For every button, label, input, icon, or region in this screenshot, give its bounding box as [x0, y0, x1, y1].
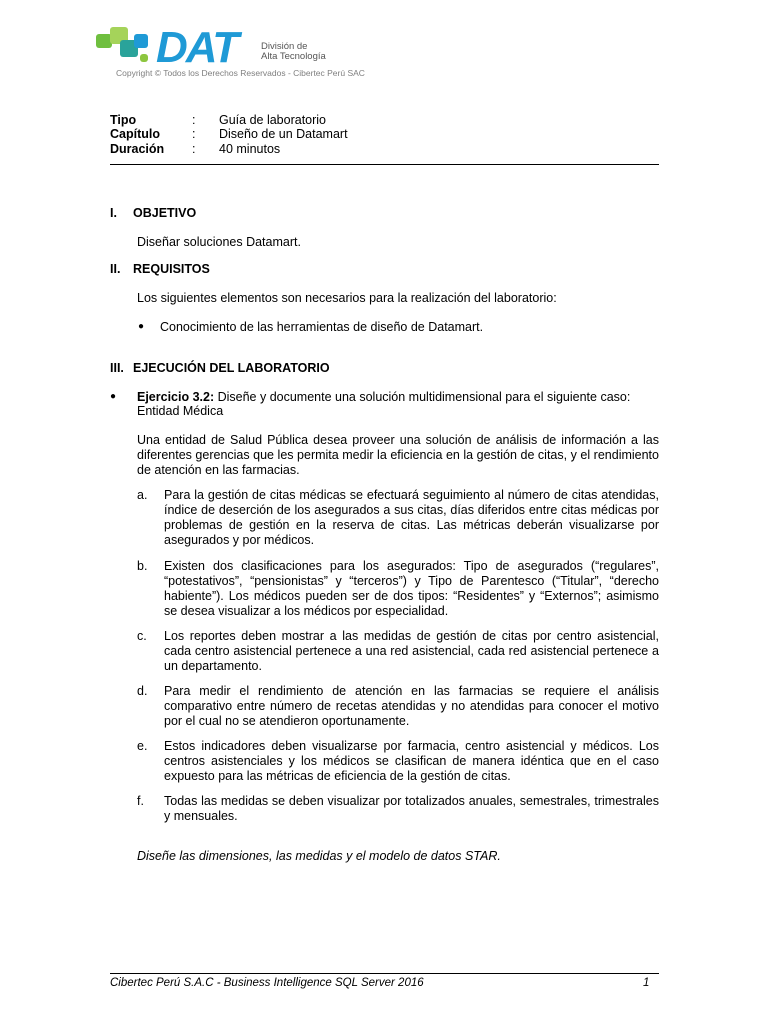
list-item-text: Para medir el rendimiento de atención en las farmacias se requiere el análisis comparativo entre número de recetas atendidas y no atendidas para conocer el motivo por el cual no se atendieron oportunamente. — [164, 684, 659, 728]
page-number: 1 — [643, 977, 650, 989]
list-item-text: Todas las medidas se deben visualizar por totalizados anuales, semestrales, trimestrales y mensuales. — [164, 794, 659, 823]
list-item-label: d. — [137, 684, 148, 698]
logo-text: DAT — [156, 23, 238, 72]
section-title: OBJETIVO — [133, 206, 197, 220]
meta-value: 40 minutos — [219, 142, 281, 156]
list-item-text: Para la gestión de citas médicas se efectuará seguimiento al número de citas atendidas, índice de deserción de los asegurados a sus citas, días diferidos entre citas médicas por problemas de gestión en la reserva de citas. Las métricas deberán visualizarse por asegurados y por médicos. — [164, 488, 659, 547]
exercise-label: Ejercicio 3.2: — [137, 390, 215, 404]
list-item-label: a. — [137, 488, 148, 502]
meta-key: Tipo — [110, 113, 137, 127]
logo-subtitle-line2: Alta Tecnología — [261, 51, 326, 62]
list-item-text: Estos indicadores deben visualizarse por farmacia, centro asistencial y médicos. Los centros asistenciales y los médicos se clasifican de manera idéntica que en el caso expuesto para las métricas de eficiencia de la gestión de citas. — [164, 739, 659, 783]
meta-value: Guía de laboratorio — [219, 113, 327, 127]
section-heading-objetivo — [110, 206, 196, 220]
footer-text: Cibertec Perú S.A.C - Business Intelligence SQL Server 2016 — [110, 977, 424, 989]
list-item-text: Los reportes deben mostrar a las medidas de gestión de citas por centro asistencial, cada centro asistencial pertenece a una red asistencial, cada red asistencial pertenece a un departamento. — [164, 629, 659, 673]
meta-key: Duración — [110, 142, 165, 156]
meta-value: Diseño de un Datamart — [219, 127, 348, 141]
header-divider — [110, 164, 659, 165]
objetivo-text: Diseñar soluciones Datamart. — [137, 235, 301, 249]
logo-square-blue — [134, 34, 148, 48]
footer-divider — [110, 973, 659, 974]
section-number: III. — [110, 361, 124, 375]
requisitos-intro: Los siguientes elementos son necesarios para la realización del laboratorio: — [137, 291, 557, 305]
section-heading-requisitos — [110, 262, 210, 276]
meta-sep: : — [192, 127, 196, 141]
logo-square-small — [140, 54, 148, 62]
meta-sep: : — [192, 113, 196, 127]
exercise-line1 — [137, 390, 659, 405]
exercise-paragraph: Una entidad de Salud Pública desea proveer una solución de análisis de información a las diferentes gerencias que les permita medir la eficiencia en la gestión de citas, y el rendimiento de atención en las farmacias. — [137, 433, 659, 477]
list-item-label: e. — [137, 739, 148, 753]
copyright-text: Copyright © Todos los Derechos Reservados - Cibertec Perú SAC — [116, 68, 365, 78]
list-item-label: b. — [137, 559, 148, 573]
exercise-line1-text: Diseñe y documente una solución multidimensional para el siguiente caso: — [214, 390, 631, 404]
exercise-line2: Entidad Médica — [137, 404, 224, 418]
logo-subtitle-line1: División de — [261, 41, 308, 52]
section-number: II. — [110, 262, 121, 276]
section-heading-ejecucion — [110, 361, 330, 375]
list-item-text: Existen dos clasificaciones para los asegurados: Tipo de asegurados (“regulares”, “potestativos”, “pensionistas” y “terceros”) y Tipo de Parentesco (“Titular”, “derecho habiente”). Los médicos pueden ser de dos tipos: “Residentes” y “Externos”; asimismo se desea visualizar a los médicos por especialidad. — [164, 559, 659, 618]
list-item-label: f. — [137, 794, 144, 808]
section-title: EJECUCIÓN DEL LABORATORIO — [133, 361, 330, 375]
requisitos-bullet-text: Conocimiento de las herramientas de diseño de Datamart. — [160, 320, 484, 334]
bullet-icon: ● — [110, 391, 117, 402]
section-title: REQUISITOS — [133, 262, 210, 276]
meta-sep: : — [192, 142, 196, 156]
section-number: I. — [110, 206, 117, 220]
closing-instruction: Diseñe las dimensiones, las medidas y el modelo de datos STAR. — [137, 849, 501, 863]
logo-subtitle — [261, 42, 326, 62]
meta-key: Capítulo — [110, 127, 160, 141]
bullet-icon: ● — [138, 321, 145, 332]
list-item-label: c. — [137, 629, 147, 643]
